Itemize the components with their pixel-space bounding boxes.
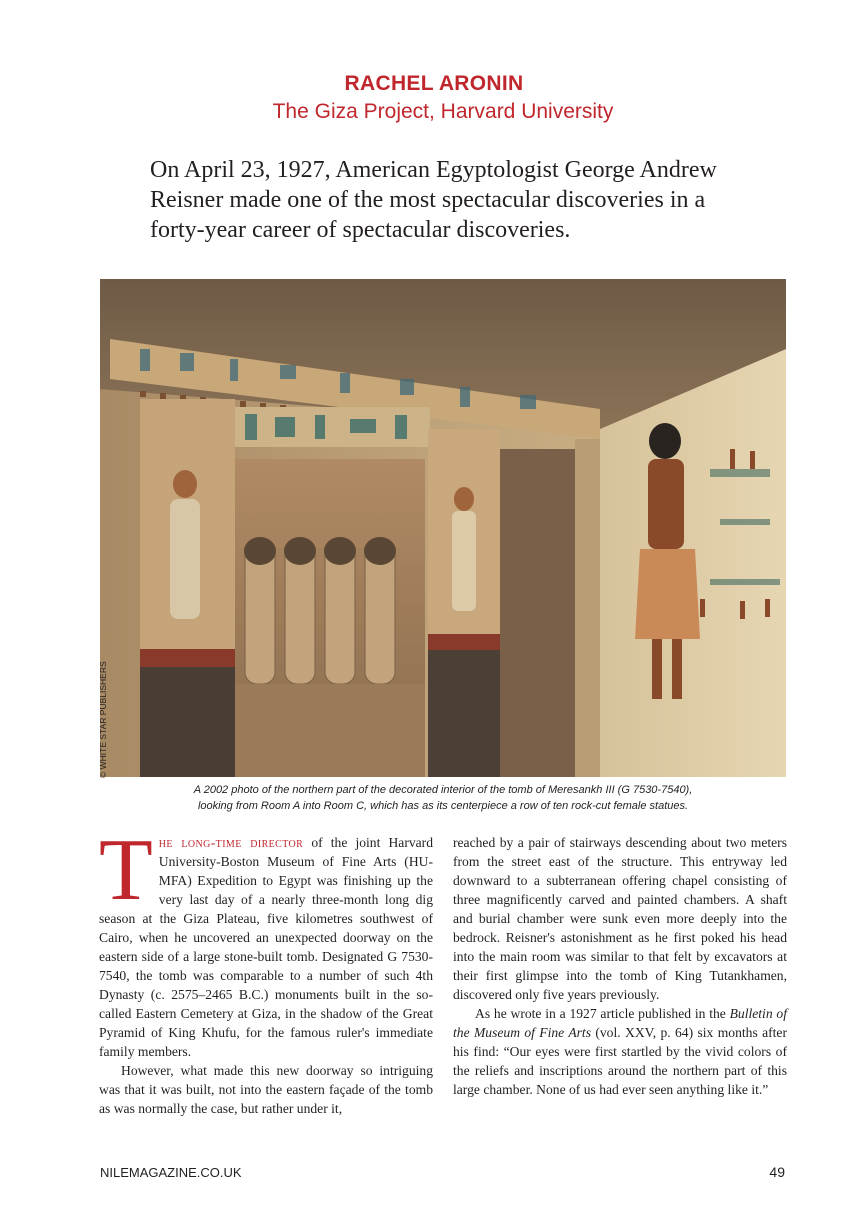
paragraph-2: However, what made this new doorway so intriguing was that it was built, not into the eastern façade of the tomb as was normally the case, but rather under it,: [99, 1063, 433, 1116]
footer-site: NILEMAGAZINE.CO.UK: [100, 1165, 242, 1180]
publication-title: Bulletin of the Museum of Fine Arts: [453, 1006, 787, 1040]
body-column-right: [453, 833, 787, 1099]
paragraph-1: [99, 822, 434, 1061]
intro-standfirst: On April 23, 1927, American Egyptologist George Andrew Reisner made one of the most spectacular discoveries in a forty-year career of spectacular discoveries.: [150, 157, 717, 243]
paragraph-4: [453, 1004, 787, 1099]
lead-in: he long-time director: [158, 835, 304, 850]
author-name: RACHEL ARONIN: [344, 72, 524, 95]
photo-caption: [100, 782, 786, 814]
paragraph-1-text: of the joint Harvard University-Boston Museum of Fine Arts (HU-MFA) Expedition to Egypt was finishing up the very last day of a nearly three-month long dig season at the Giza Plateau, five kilometres southwest of Cairo, when he uncovered an unexpected doorway on the eastern side of a large stone-built tomb. Designated G 7530-7540, the tomb was comparable to a number of such 4th Dynasty (c. 2575–2465 B.C.) monuments built in the so-called Eastern Cemetery at Giza, in the shadow of the Great Pyramid of King Khufu, for the famous ruler's immediate family members.: [99, 835, 434, 1059]
paragraph-4-text-a: As he wrote in a 1927 article published in the: [475, 1006, 730, 1021]
caption-line-1: A 2002 photo of the northern part of the decorated interior of the tomb of Meresankh III (G 7530-7540),: [193, 784, 693, 796]
caption-line-2: looking from Room A into Room C, which has as its centerpiece a row of ten rock-cut female statues.: [197, 800, 689, 812]
page-number: 49: [769, 1164, 785, 1180]
paragraph-3: reached by a pair of stairways descending about two meters from the street east of the structure. This entryway led downward to a subterranean offering chapel consisting of three magnificently carved and painted chambers. A shaft and burial chamber were sunk even more deeply into the bedrock. Reisner's astonishment as he first poked his head into the main room was similar to that felt by excavators at their first glimpse into the tomb of King Tutankhamen, discovered only five years previously.: [453, 835, 787, 1002]
author-affiliation: The Giza Project, Harvard University: [272, 100, 614, 123]
tomb-photo: [100, 279, 786, 777]
drop-cap: T: [99, 822, 153, 919]
paragraph-4-text-b: (vol. XXV, p. 64) six months after his find: “Our eyes were first startled by the vivid colors of the reliefs and inscriptions around the northern part of this large chamber. None of us had ever seen anything like it.”: [453, 1025, 787, 1097]
photo-credit: © WHITE STAR PUBLISHERS: [98, 661, 108, 778]
body-column-left: [99, 822, 434, 1118]
